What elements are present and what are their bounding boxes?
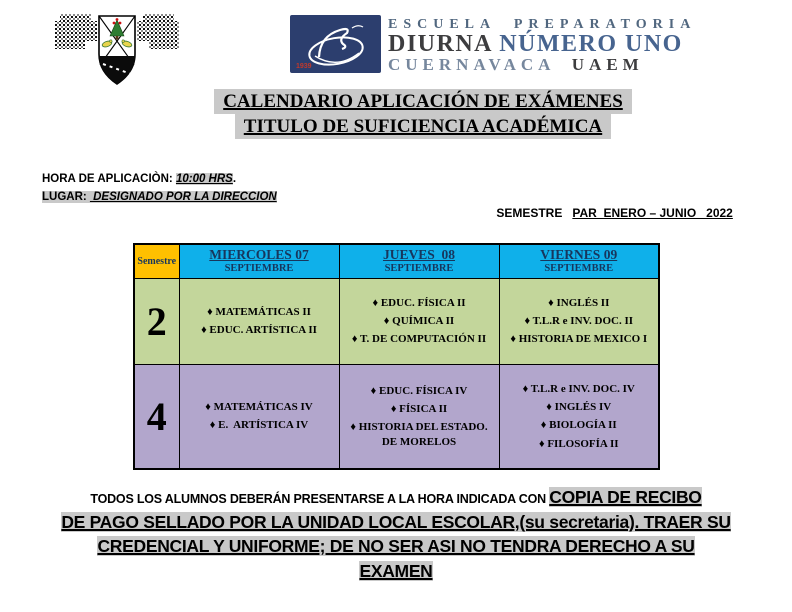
title-line-2: TITULO DE SUFICIENCIA ACADÉMICA xyxy=(235,114,611,139)
day-cell xyxy=(179,364,339,469)
course-item: ♦ QUÍMICA II xyxy=(383,314,455,327)
day-cell xyxy=(499,364,659,469)
application-info xyxy=(42,170,277,206)
course-item: ♦ EDUC. FÍSICA IV xyxy=(370,384,468,397)
school-name-line2: DIURNA NÚMERO UNO xyxy=(388,31,683,57)
course-item: ♦ HISTORIA DEL ESTADO. DE MORELOS xyxy=(350,421,491,448)
lugar-line xyxy=(42,188,277,206)
school-name-block xyxy=(388,17,738,74)
course-item: ♦ EDUC. FÍSICA II xyxy=(372,296,466,309)
prepa-uno-swan-logo xyxy=(290,15,381,73)
table-row-semester-4 xyxy=(134,364,659,469)
footer-line-2: DE PAGO SELLADO POR LA UNIDAD LOCAL ESCOLAR,(su secretaria). TRAER SU xyxy=(61,511,731,532)
course-item: ♦ T. DE COMPUTACIÓN II xyxy=(351,333,487,346)
logo-year: 1939 xyxy=(296,63,312,70)
course-item: ♦ MATEMÁTICAS IV xyxy=(205,400,313,413)
day-cell xyxy=(339,364,499,469)
footer-line-4: EXAMEN xyxy=(359,560,433,581)
document-title xyxy=(197,89,649,139)
course-item: ♦ HISTORIA DE MEXICO I xyxy=(510,333,648,346)
day-cell xyxy=(179,278,339,364)
course-item: ♦ INGLÉS II xyxy=(548,296,610,309)
day-header-miercoles: MIERCOLES 07 SEPTIEMBRE xyxy=(179,244,339,278)
hora-line: HORA DE APLICACIÒN: 10:00 HRS. xyxy=(42,173,237,185)
day-header-jueves: JUEVES 08 SEPTIEMBRE xyxy=(339,244,499,278)
course-item: ♦ T.L.R e INV. DOC. IV xyxy=(522,382,635,395)
semester-number: 4 xyxy=(134,364,179,469)
table-header-row xyxy=(134,244,659,278)
school-name-line3: CUERNAVACA UAEM xyxy=(388,55,644,74)
course-item: ♦ T.L.R e INV. DOC. II xyxy=(524,314,634,327)
semestre-label: SEMESTRE xyxy=(496,206,563,220)
semester-column-header: Semestre xyxy=(134,244,179,278)
school-name-line1: ESCUELA PREPARATORIA xyxy=(388,17,697,32)
course-item: ♦ BIOLOGÍA II xyxy=(540,419,617,432)
course-item: ♦ MATEMÁTICAS II xyxy=(207,305,311,318)
course-item: ♦ E. ARTÍSTICA IV xyxy=(209,419,309,432)
lugar-label: LUGAR: xyxy=(42,191,90,203)
uaem-crest-icon xyxy=(55,8,179,90)
footer-intro: TODOS LOS ALUMNOS DEBERÁN PRESENTARSE A LA HORA INDICADA CON xyxy=(90,492,550,506)
footer-notice xyxy=(26,486,766,584)
lugar-value: DESIGNADO POR LA DIRECCION xyxy=(89,191,277,203)
hora-value: 10:00 HRS xyxy=(175,173,233,185)
day-cell xyxy=(339,278,499,364)
title-line-1: CALENDARIO APLICACIÓN DE EXÁMENES xyxy=(214,89,632,114)
hora-label: HORA DE APLICACIÒN: xyxy=(42,173,176,185)
day-cell xyxy=(499,278,659,364)
exam-schedule-table xyxy=(133,243,660,470)
semestre-value: PAR ENERO – JUNIO 2022 xyxy=(572,206,733,220)
footer-emphasis: COPIA DE RECIBO xyxy=(549,487,702,507)
course-item: ♦ FILOSOFÍA II xyxy=(538,437,619,450)
semestre-line xyxy=(483,192,733,234)
table-row-semester-2 xyxy=(134,278,659,364)
course-item: ♦ EDUC. ARTÍSTICA II xyxy=(201,324,317,336)
day-header-viernes: VIERNES 09 SEPTIEMBRE xyxy=(499,244,659,278)
footer-line-3: CREDENCIAL Y UNIFORME; DE NO SER ASI NO TENDRA DERECHO A SU xyxy=(97,536,695,556)
semester-number: 2 xyxy=(134,278,179,364)
course-item: ♦ FÍSICA II xyxy=(390,402,448,415)
course-item: ♦ INGLÉS IV xyxy=(546,400,612,413)
footer-line-1 xyxy=(26,486,766,511)
